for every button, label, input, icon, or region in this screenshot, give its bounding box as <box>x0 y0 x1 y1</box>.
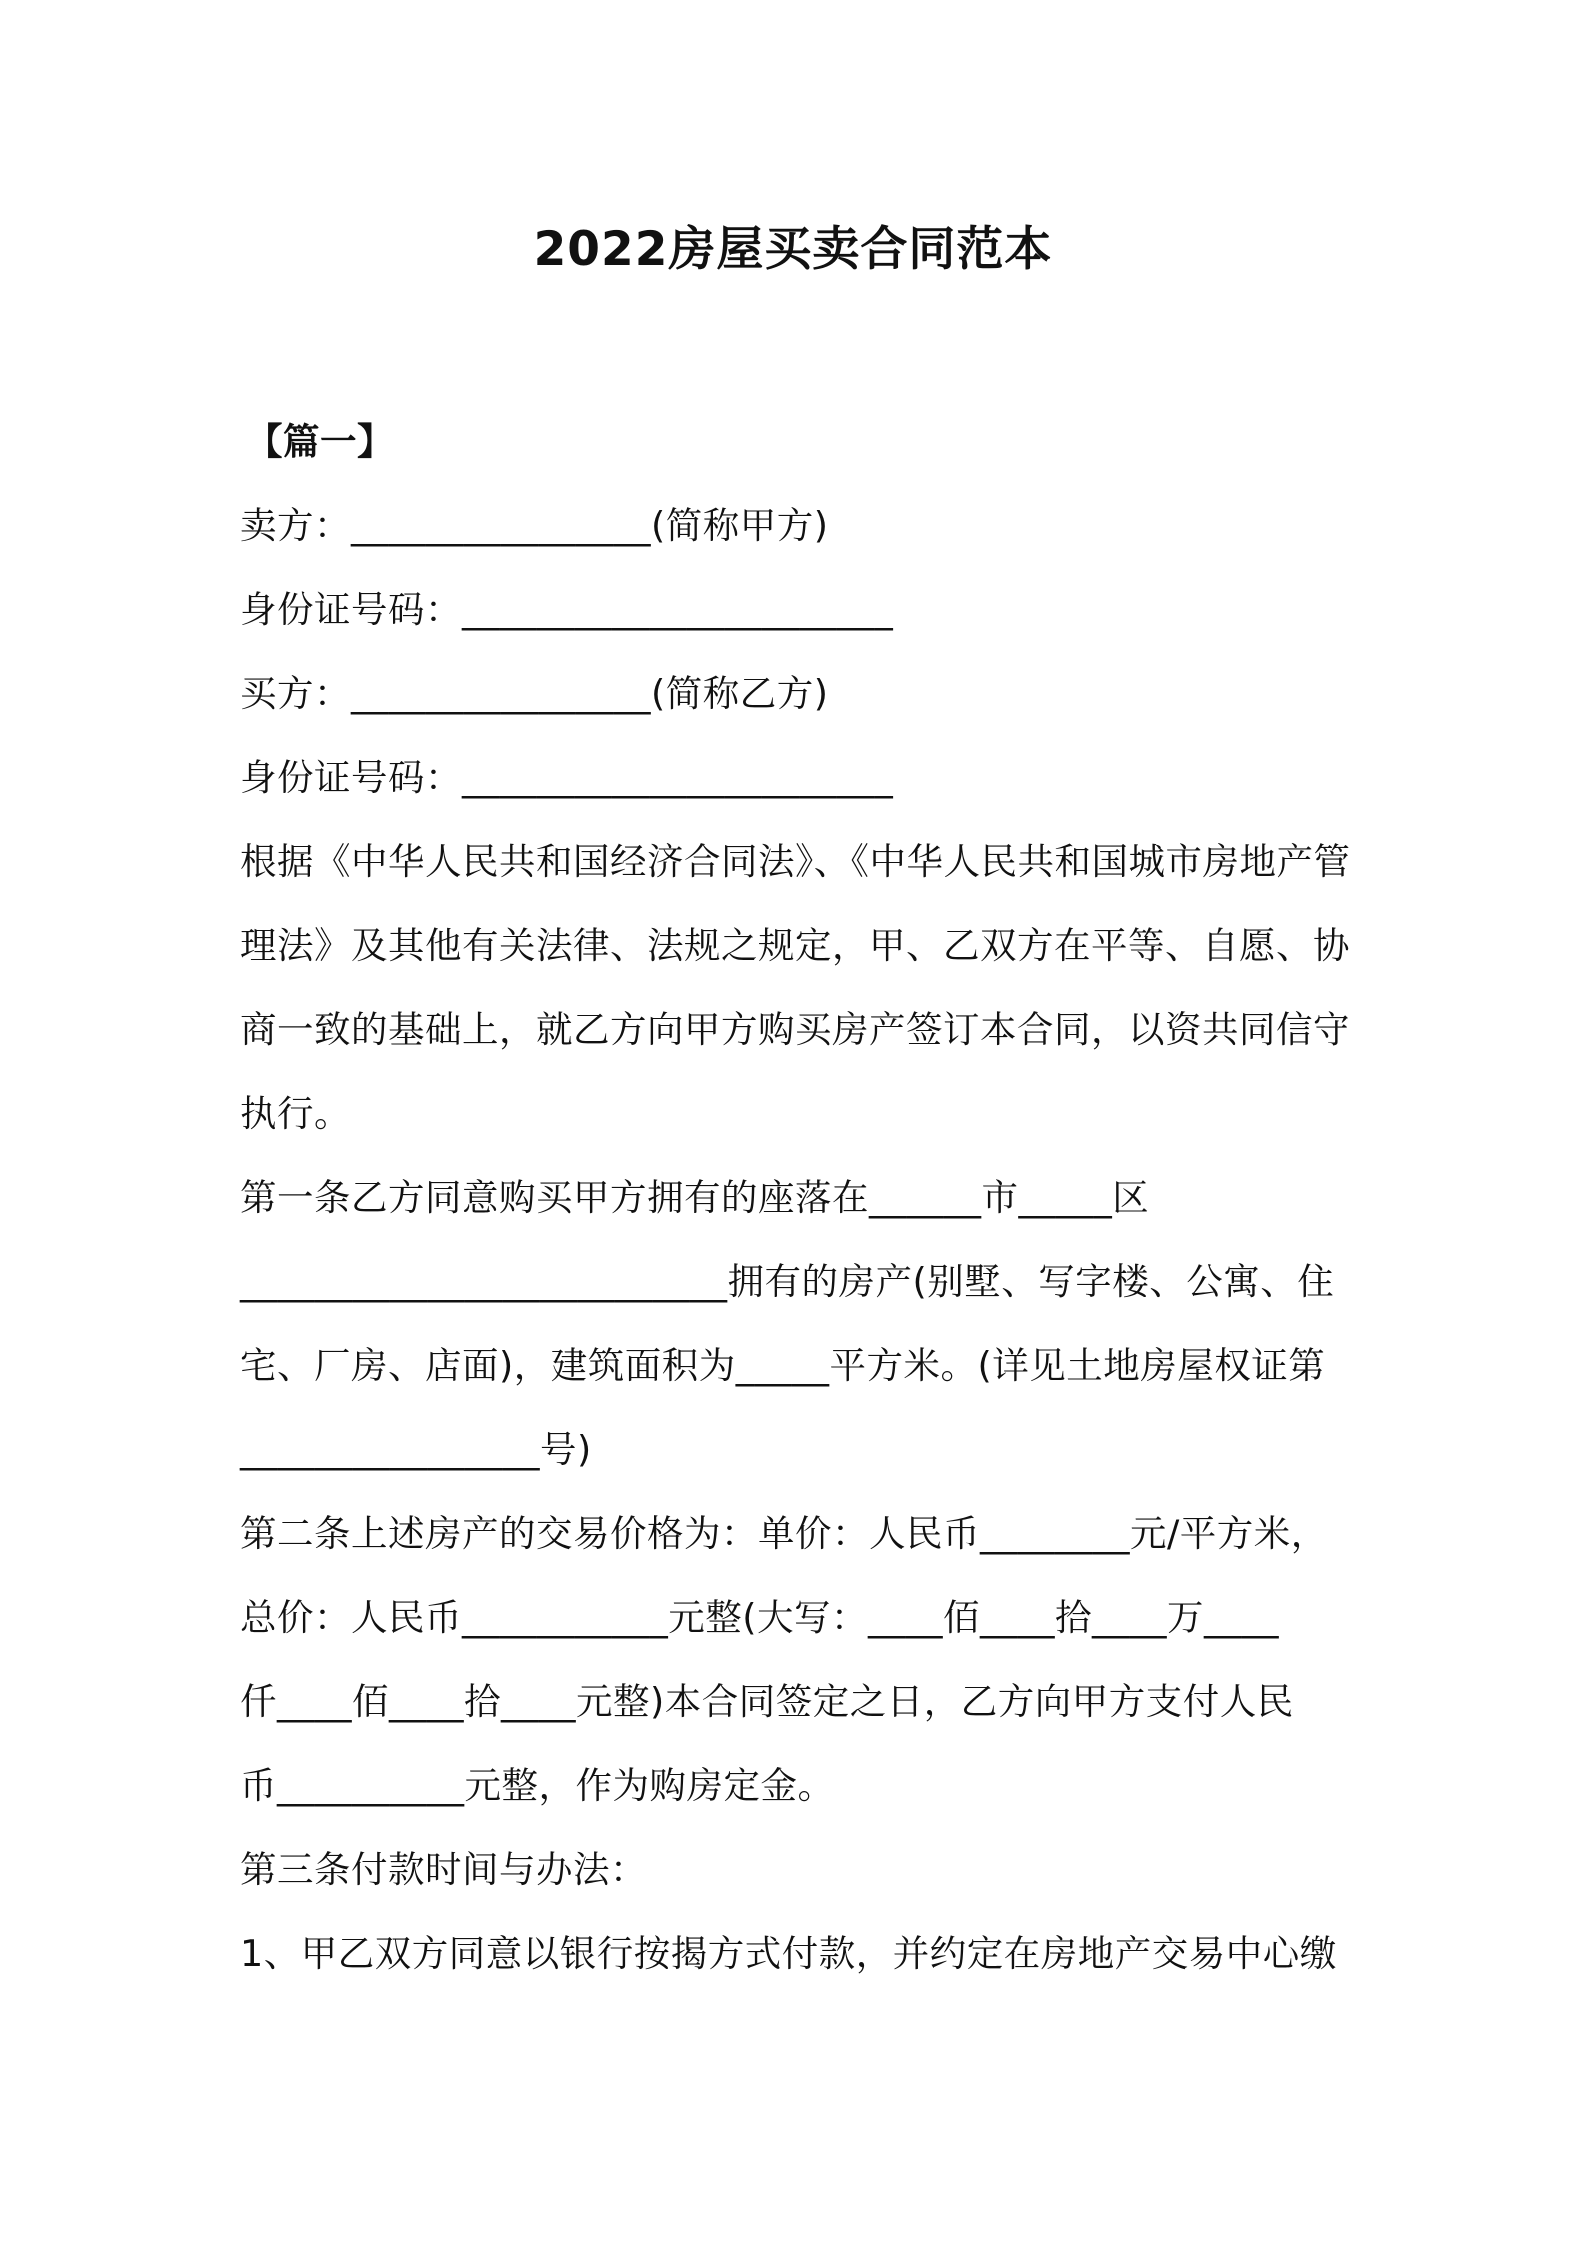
article-3-line: 第三条付款时间与办法： <box>240 1848 647 1891</box>
buyer-id-line: 身份证号码：_______________________ <box>240 756 894 799</box>
preamble-line: 商一致的基础上，就乙方向甲方购买房产签订本合同，以资共同信守 <box>240 1008 1350 1051</box>
buyer-line: 买方：________________(简称乙方) <box>240 672 829 715</box>
article-2-line: 第二条上述房产的交易价格为：单价：人民币________元/平方米， <box>240 1512 1328 1555</box>
article-2-line: 仟____佰____拾____元整)本合同签定之日，乙方向甲方支付人民 <box>240 1680 1294 1723</box>
seller-line: 卖方：________________(简称甲方) <box>240 504 829 547</box>
article-1-line: __________________________拥有的房产(别墅、写字楼、公寓、住 <box>240 1260 1335 1303</box>
preamble-line: 根据《中华人民共和国经济合同法》、《中华人民共和国城市房地产管 <box>240 840 1351 883</box>
preamble-line: 执行。 <box>240 1092 351 1135</box>
article-2-line: 总价：人民币___________元整(大写：____佰____拾____万____ <box>240 1596 1279 1639</box>
section-label: 【篇一】 <box>246 420 394 463</box>
article-1-line: 第一条乙方同意购买甲方拥有的座落在______市_____区 <box>240 1176 1150 1219</box>
article-3-line: 1、甲乙双方同意以银行按揭方式付款，并约定在房地产交易中心缴 <box>240 1932 1337 1975</box>
article-1-line: 宅、厂房、店面)，建筑面积为_____平方米。(详见土地房屋权证第 <box>240 1344 1326 1387</box>
seller-id-line: 身份证号码：_______________________ <box>240 588 894 631</box>
article-1-line: ________________号) <box>240 1428 592 1471</box>
preamble-line: 理法》及其他有关法律、法规之规定，甲、乙双方在平等、自愿、协 <box>240 924 1350 967</box>
article-2-line: 币__________元整，作为购房定金。 <box>240 1764 835 1807</box>
document-title: 2022房屋买卖合同范本 <box>533 222 1053 277</box>
document-body <box>240 400 1360 1996</box>
